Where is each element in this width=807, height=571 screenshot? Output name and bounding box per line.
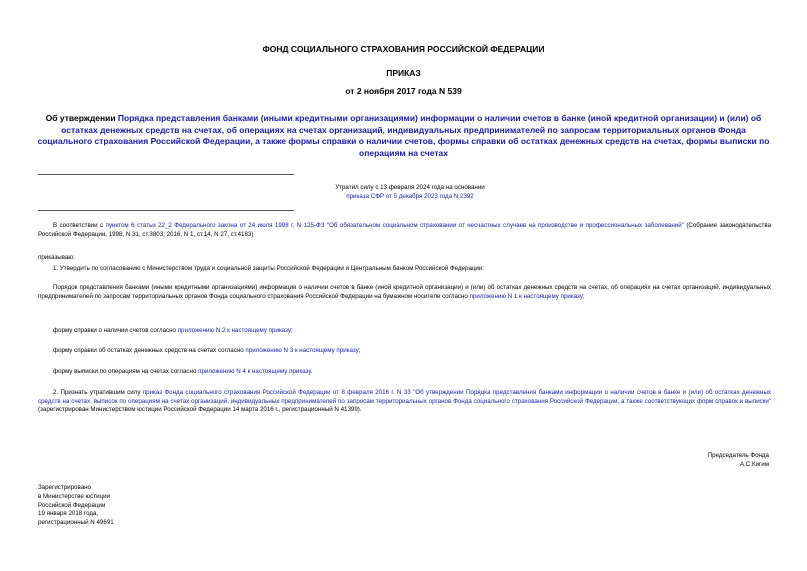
procedure-text: Порядок представления банками (иными кредитными организациями) информации о наличии счетов в банке (иной кредитной организации) и (или) об остатках денежных средств на счетах, об операциях на счетах организаций, индивидуальных предпринимателей по запросам территориальных органов Фонда социального страхования Российской Федерации на бумажном носителе согласно [38,284,771,300]
form-accounts-end: ; [291,327,293,334]
procedure-paragraph [38,284,771,301]
preamble [38,222,771,239]
registration-line: 19 января 2018 года, [38,510,99,518]
title-lead: Об утверждении [45,113,118,123]
form-statement-end: . [310,368,313,375]
form-accounts-text: форму справки о наличии счетов согласно [53,327,178,334]
title-procedure-link[interactable]: Порядка представления банками (иными кредитными организациями) информации о наличии счетов в банке (иной кредитной организации) и (или) об остатках денежных средств на счетах, об операциях на счетах организаций, индивидуальных предпринимателей по запросам территориальных органов Фонда социального страхования Российской Федерации, а также формы справки о наличии счетов, формы справки об остатках денежных средств на счетах, формы выписки по операциям на счетах [37,113,770,158]
item-2 [38,389,771,415]
form-statement-text: форму выписки по операциям на счетах согласно [53,368,199,375]
form-balances-text: форму справки об остатках денежных средств на счетах согласно [53,347,246,354]
registration-line: в Министерстве юстиции [38,492,111,500]
form-balances-end: ; [358,347,361,354]
appendix-2-link[interactable]: приложению N 2 к настоящему приказу [177,327,292,334]
document-date-number: от 2 ноября 2017 года N 539 [345,86,462,96]
appendix-4-link[interactable]: приложению N 4 к настоящему приказу [198,368,311,375]
status-note-link[interactable]: приказа СФР от 5 декабря 2023 года N 2392 [346,192,474,200]
appendix-3-link[interactable]: приложению N 3 к настоящему приказу [245,347,359,354]
signature-position: Председатель Фонда [707,452,769,459]
organization-header: ФОНД СОЦИАЛЬНОГО СТРАХОВАНИЯ РОССИЙСКОЙ ФЕДЕРАЦИИ [262,44,545,54]
signature-block [708,452,769,470]
document-title [36,113,771,159]
registration-line: регистрационный N 49691 [38,519,114,527]
preamble-law-link[interactable]: пунктом 6 статьи 22_2 Федерального закона от 24 июля 1998 г. N 125-ФЗ "Об обязательном социальном страховании от несчастных случаев на производстве и профессиональных заболеваний" [105,222,684,229]
item-1: 1. Утвердить по согласованию с Министерством труда и социальной защиты Российской Федерации и Центральным банком Российской Федерации: [53,265,485,272]
registration-line: Российской Федерации [38,501,106,509]
repealed-order-link[interactable]: приказ Фонда социального страхования Российской Федерации от 8 февраля 2016 г. N 33 "Об утверждении Порядка представления банками информации о наличии счетов в банке и (или) об остатках денежных средств на счетах, выписок по операциям на счетах организаций, индивидуальных предпринимателей по запросам территориальных органов Фонда социального страхования Российской Федерации, а также соответствующих форм справок и выписки" [38,389,771,405]
document-type: ПРИКАЗ [386,68,421,78]
item-2-registration: (зарегистрирован Министерством юстиции Российской Федерации 14 марта 2016 г., регистрационный N 41399). [38,406,362,414]
form-statement-paragraph [38,368,771,377]
procedure-end: ; [582,292,585,300]
divider-top [38,174,294,175]
form-accounts-paragraph [38,327,771,336]
registration-block [38,484,114,528]
item-2-text: 2. Признать утратившим силу [53,389,143,396]
signature-name: А.С.Кигим [739,460,769,468]
preamble-text: В соответствии с [53,222,106,229]
registration-line: Зарегистрировано [38,484,91,491]
status-note-text: Утратил силу с 13 февраля 2024 года на основании [335,184,485,191]
form-balances-paragraph [38,347,771,356]
preamble-source: (Собрание законодательства Российской Федерации, 1998, N 31, ст.3803; 2016, N 1, ст.14, N 27, ст.4183) [38,222,772,238]
divider-bottom [38,210,294,211]
appendix-1-link[interactable]: приложению N 1 к настоящему приказу [469,292,583,300]
order-word: приказываю: [38,254,75,261]
status-note [310,184,510,201]
